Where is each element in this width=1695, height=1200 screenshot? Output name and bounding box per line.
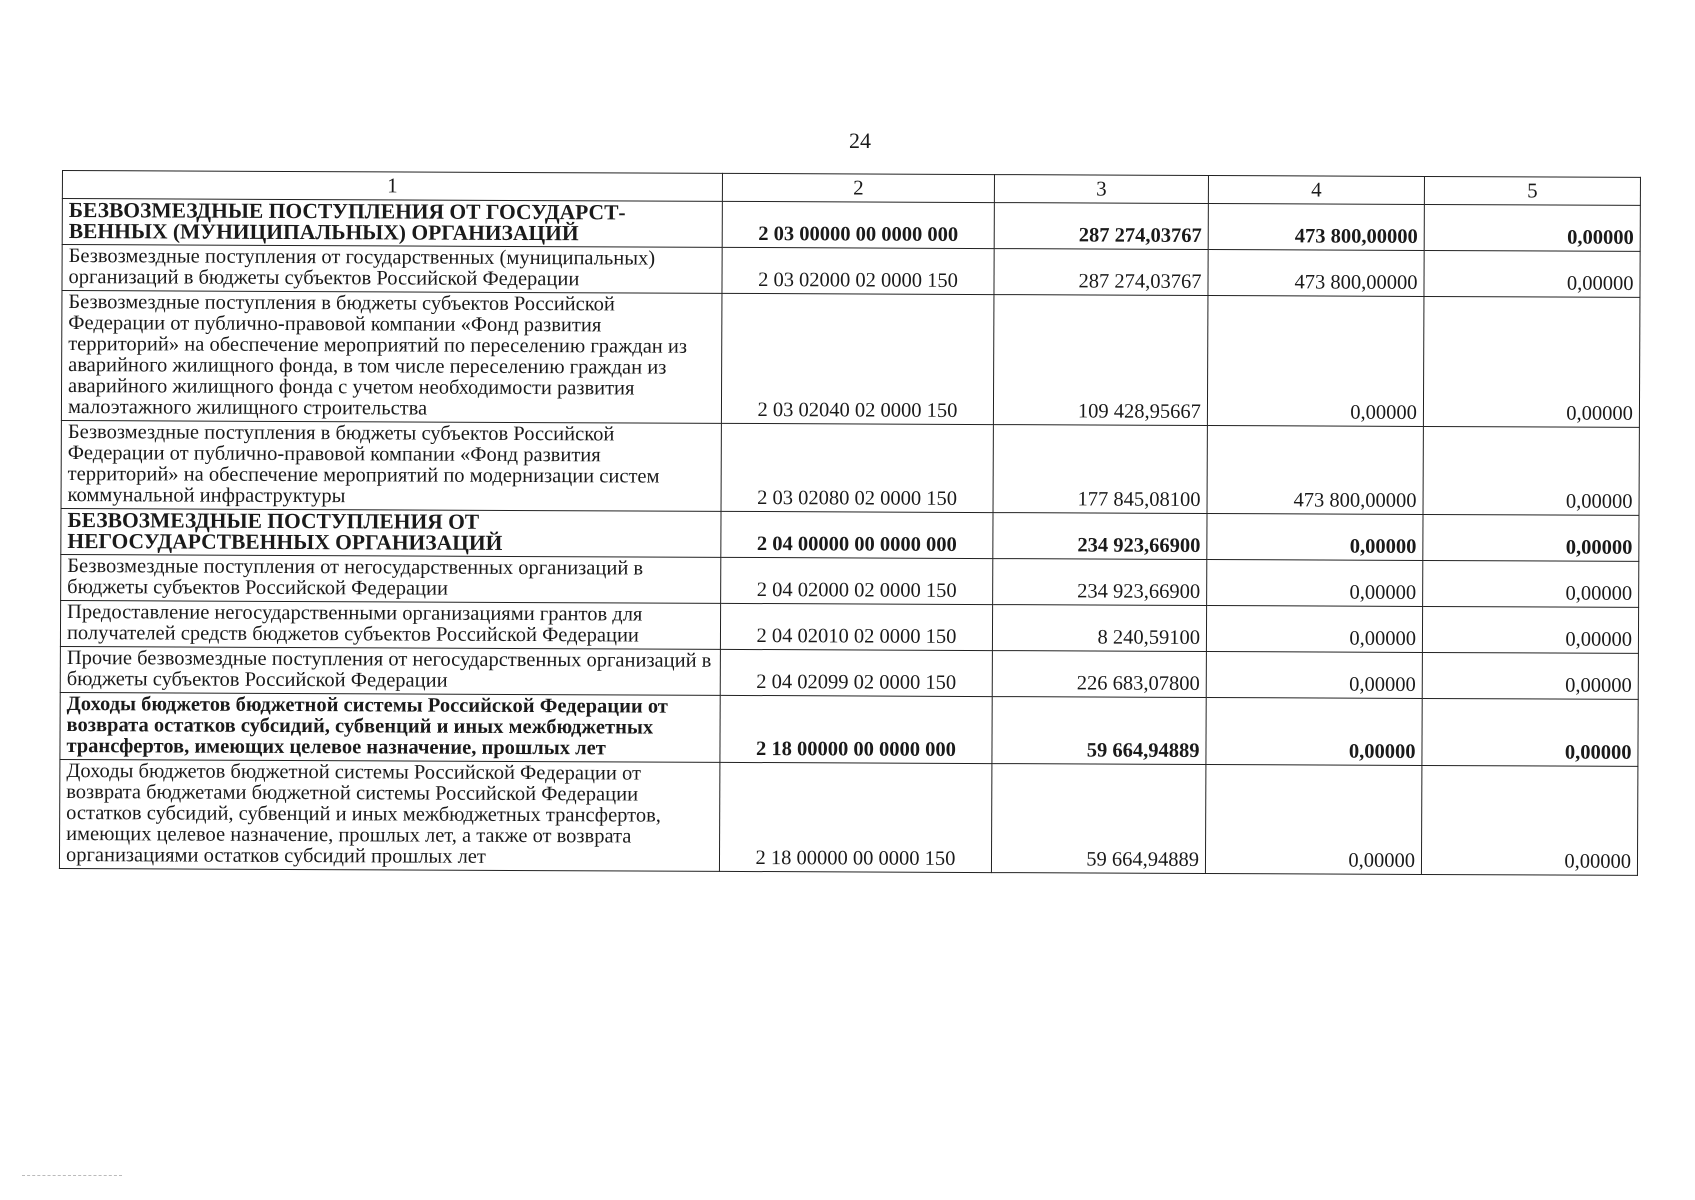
row-name: Безвозмездные поступления от государственных (муниципальных) организаций в бюджеты субъектов Российской Федерации (62, 245, 722, 294)
row-col4: 0,00000 (1205, 764, 1421, 874)
row-code: 2 03 02080 02 0000 150 (721, 423, 993, 512)
column-number: 5 (1424, 176, 1640, 205)
row-col4: 0,00000 (1206, 651, 1422, 698)
row-code: 2 03 02000 02 0000 150 (722, 247, 994, 294)
row-col3: 234 923,66900 (993, 559, 1207, 606)
row-name: Доходы бюджетов бюджетной системы Российской Федерации от возврата остатков субсидий, субвенций и иных межбюджетных трансфертов, имеющих целевое назначение, прошлых лет (60, 692, 720, 762)
scan-artifact-line (22, 1175, 122, 1176)
row-name: Прочие безвозмездные поступления от негосударственных организаций в бюджеты субъектов Российской Федерации (60, 646, 720, 695)
row-col3: 177 845,08100 (993, 425, 1207, 514)
row-col4: 0,00000 (1207, 559, 1423, 606)
row-col3: 287 274,03767 (994, 249, 1208, 296)
page-number: 24 (849, 128, 871, 153)
row-name: Безвозмездные поступления в бюджеты субъектов Российской Федерации от публично-правовой компании «Фонд развития территорий» на обеспечение мероприятий по переселению граждан из аварийного жилищного фонда, в том числе переселению граждан из аварийного жилищного фонда с учетом необходимости развития малоэтажного жилищного строительства (61, 291, 722, 424)
row-col5: 0,00000 (1423, 426, 1639, 515)
row-col5: 0,00000 (1424, 250, 1640, 297)
row-col5: 0,00000 (1423, 296, 1640, 427)
row-col5: 0,00000 (1422, 652, 1638, 699)
row-code: 2 04 00000 00 0000 000 (721, 511, 993, 558)
row-col3: 226 683,07800 (992, 651, 1206, 698)
row-col3: 59 664,94889 (992, 697, 1206, 765)
row-code: 2 18 00000 00 0000 150 (719, 762, 991, 872)
revenue-table (59, 170, 1641, 876)
table-row (61, 554, 1639, 607)
row-col5: 0,00000 (1423, 514, 1639, 561)
table-row (61, 508, 1639, 561)
row-col5: 0,00000 (1424, 204, 1640, 251)
table-row (60, 646, 1638, 699)
row-col4: 0,00000 (1207, 513, 1423, 560)
row-name: БЕЗВОЗМЕЗДНЫЕ ПОСТУПЛЕНИЯ ОТ НЕГОСУДАРСТВЕННЫХ ОРГАНИЗАЦИЙ (61, 508, 721, 557)
row-col4: 473 800,00000 (1208, 250, 1424, 297)
row-col5: 0,00000 (1422, 698, 1638, 766)
row-col3: 59 664,94889 (991, 764, 1205, 874)
row-name: Доходы бюджетов бюджетной системы Российской Федерации от возврата бюджетами бюджетной системы Российской Федерации остатков субсидий, субвенций и иных межбюджетных трансфертов, имеющих целевое назначение, прошлых лет, а также от возврата организациями остатков субсидий прошлых лет (59, 759, 719, 871)
column-number: 1 (62, 171, 722, 202)
row-col3: 8 240,59100 (992, 605, 1206, 652)
row-col5: 0,00000 (1423, 560, 1639, 607)
table-row (61, 420, 1639, 515)
column-number: 3 (994, 175, 1208, 204)
table-row (60, 600, 1638, 653)
table-row (62, 199, 1640, 252)
row-code: 2 04 02099 02 0000 150 (720, 649, 992, 696)
row-name: Безвозмездные поступления в бюджеты субъектов Российской Федерации от публично-правовой компании «Фонд развития территорий» на обеспечение мероприятий по модернизации систем коммунальной инфраструктуры (61, 420, 721, 511)
row-col5: 0,00000 (1422, 606, 1638, 653)
row-col4: 0,00000 (1206, 605, 1422, 652)
table-row (59, 759, 1637, 875)
row-col4: 0,00000 (1207, 296, 1424, 427)
column-number: 2 (722, 173, 994, 202)
row-col3: 287 274,03767 (994, 203, 1208, 250)
column-number: 4 (1208, 176, 1424, 205)
row-name: Предоставление негосударственными организациями грантов для получателей средств бюджетов субъектов Российской Федерации (60, 600, 720, 649)
row-name: БЕЗВОЗМЕЗДНЫЕ ПОСТУПЛЕНИЯ ОТ ГОСУДАРСТ-ВЕННЫХ (МУНИЦИПАЛЬНЫХ) ОРГАНИЗАЦИЙ (62, 199, 722, 248)
row-code: 2 04 02000 02 0000 150 (721, 557, 993, 604)
row-col3: 109 428,95667 (993, 295, 1208, 426)
row-code: 2 03 02040 02 0000 150 (721, 293, 994, 424)
table-row (61, 291, 1640, 428)
table-row (60, 692, 1638, 766)
row-col5: 0,00000 (1421, 765, 1637, 875)
row-name: Безвозмездные поступления от негосударственных организаций в бюджеты субъектов Российской Федерации (61, 554, 721, 603)
row-code: 2 18 00000 00 0000 000 (720, 695, 992, 763)
row-col4: 473 800,00000 (1207, 426, 1423, 515)
row-col4: 0,00000 (1206, 697, 1422, 765)
row-code: 2 04 02010 02 0000 150 (720, 603, 992, 650)
row-col3: 234 923,66900 (993, 513, 1207, 560)
table-row (62, 245, 1640, 298)
row-col4: 473 800,00000 (1208, 204, 1424, 251)
row-code: 2 03 00000 00 0000 000 (722, 201, 994, 248)
